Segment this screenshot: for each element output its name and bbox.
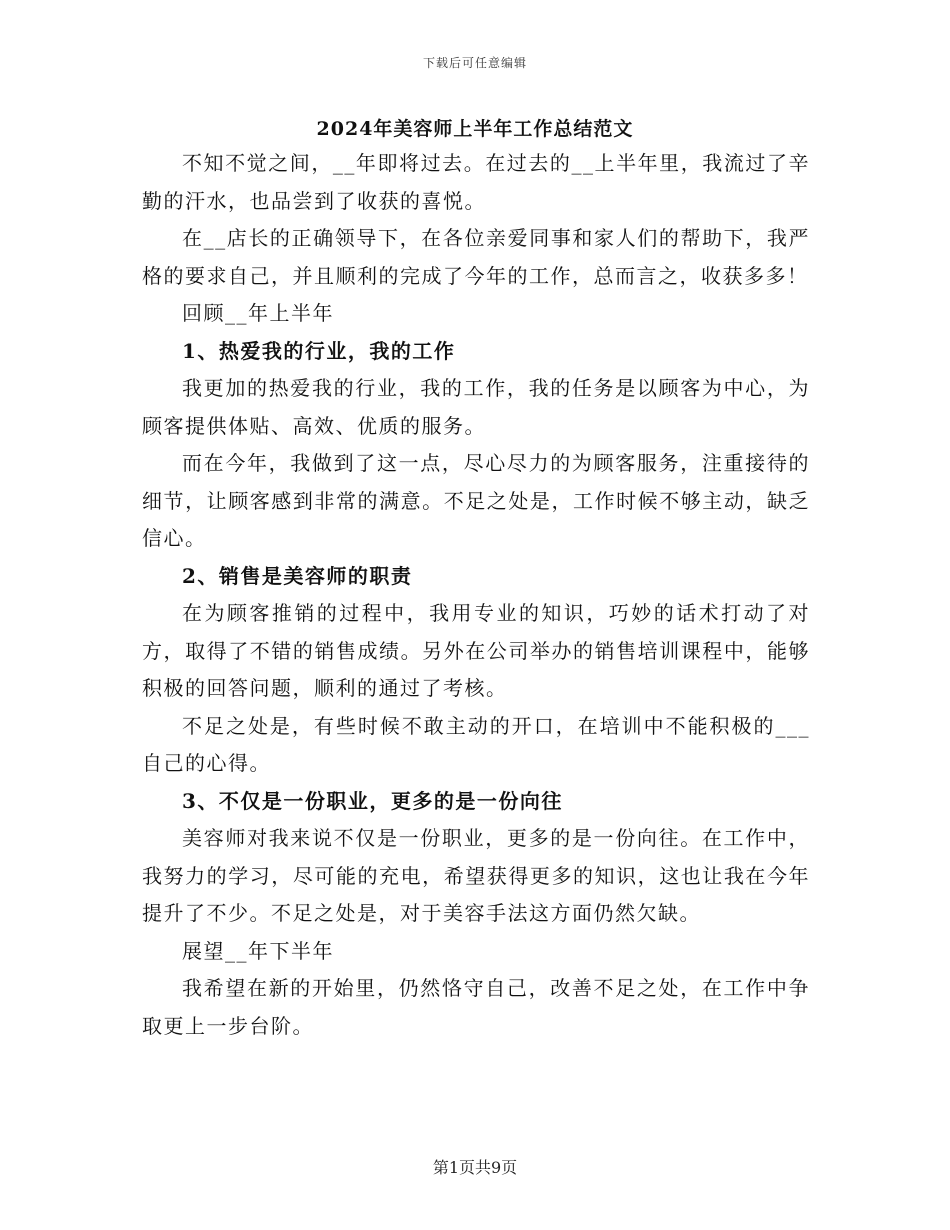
document-body xyxy=(142,145,810,1045)
paragraph-love-work-2: 而在今年，我做到了这一点，尽心尽力的为顾客服务，注重接待的细节，让顾客感到非常的满意。不足之处是，工作时候不够主动，缺乏信心。 xyxy=(142,451,810,550)
section-review: 回顾__年上半年 xyxy=(182,301,334,325)
paragraph-outlook: 我希望在新的开始里，仍然恪守自己，改善不足之处，在工作中争取更上一步台阶。 xyxy=(142,976,810,1038)
paragraph-intro: 不知不觉之间，__年即将过去。在过去的__上半年里，我流过了辛勤的汗水，也品尝到了收获的喜悦。 xyxy=(142,151,810,213)
heading-love-work: 1、热爱我的行业，我的工作 xyxy=(182,338,456,363)
paragraph-aspiration: 美容师对我来说不仅是一份职业，更多的是一份向往。在工作中，我努力的学习，尽可能的充电，希望获得更多的知识，这也让我在今年提升了不少。不足之处是，对于美容手法这方面仍然欠缺。 xyxy=(142,826,810,925)
header-note: 下载后可任意编辑 xyxy=(422,56,527,70)
heading-aspiration: 3、不仅是一份职业，更多的是一份向往 xyxy=(182,788,563,813)
document-title: 2024年美容师上半年工作总结范文 xyxy=(316,118,634,140)
paragraph-thanks: 在__店长的正确领导下，在各位亲爱同事和家人们的帮助下，我严格的要求自己，并且顺利的完成了今年的工作，总而言之，收获多多！ xyxy=(142,226,810,288)
heading-sales: 2、销售是美容师的职责 xyxy=(182,563,413,588)
paragraph-love-work-1: 我更加的热爱我的行业，我的工作，我的任务是以顾客为中心，为顾客提供体贴、高效、优质的服务。 xyxy=(142,376,810,438)
page-number: 第1页共9页 xyxy=(432,1158,518,1177)
section-outlook: 展望__年下半年 xyxy=(182,938,334,963)
paragraph-sales-2: 不足之处是，有些时候不敢主动的开口，在培训中不能积极的___自己的心得。 xyxy=(142,713,810,775)
paragraph-sales-1: 在为顾客推销的过程中，我用专业的知识，巧妙的话术打动了对方，取得了不错的销售成绩。另外在公司举办的销售培训课程中，能够积极的回答问题，顺利的通过了考核。 xyxy=(142,601,810,700)
